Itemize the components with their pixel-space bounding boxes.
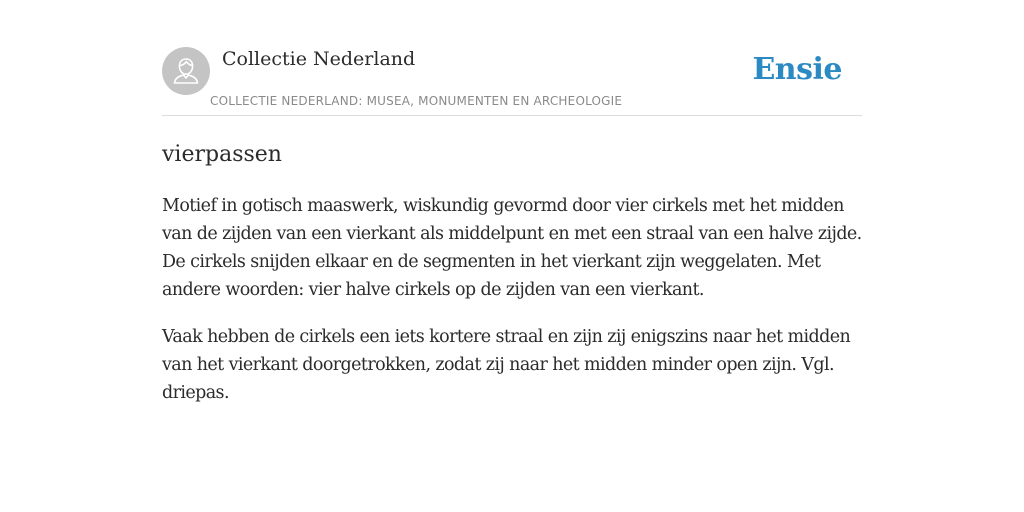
brand-logo[interactable]: Ensie <box>752 52 842 87</box>
definition-paragraph: Vaak hebben de cirkels een iets kortere straal en zijn zij enigszins naar het midden van het vierkant doorgetrokken, zodat zij naar het midden minder open zijn. Vgl. driepas. <box>162 327 851 403</box>
entry-term: vierpassen <box>162 142 282 167</box>
entry-header <box>162 47 862 116</box>
author-subtitle: COLLECTIE NEDERLAND: MUSEA, MONUMENTEN EN ARCHEOLOGIE <box>210 94 623 108</box>
page <box>162 0 862 407</box>
definition-paragraph: Motief in gotisch maaswerk, wiskundig gevormd door vier cirkels met het midden van de zijden van een vierkant als middelpunt en met een straal van een halve zijde. De cirkels snijden elkaar en de segmenten in het vierkant zijn weggelaten. Met andere woorden: vier halve cirkels op de zijden van een vierkant. <box>162 196 862 300</box>
user-silhouette-icon <box>162 47 210 95</box>
entry-definition <box>162 192 862 407</box>
avatar[interactable] <box>162 47 210 95</box>
author-name-link[interactable]: Collectie Nederland <box>222 48 416 70</box>
